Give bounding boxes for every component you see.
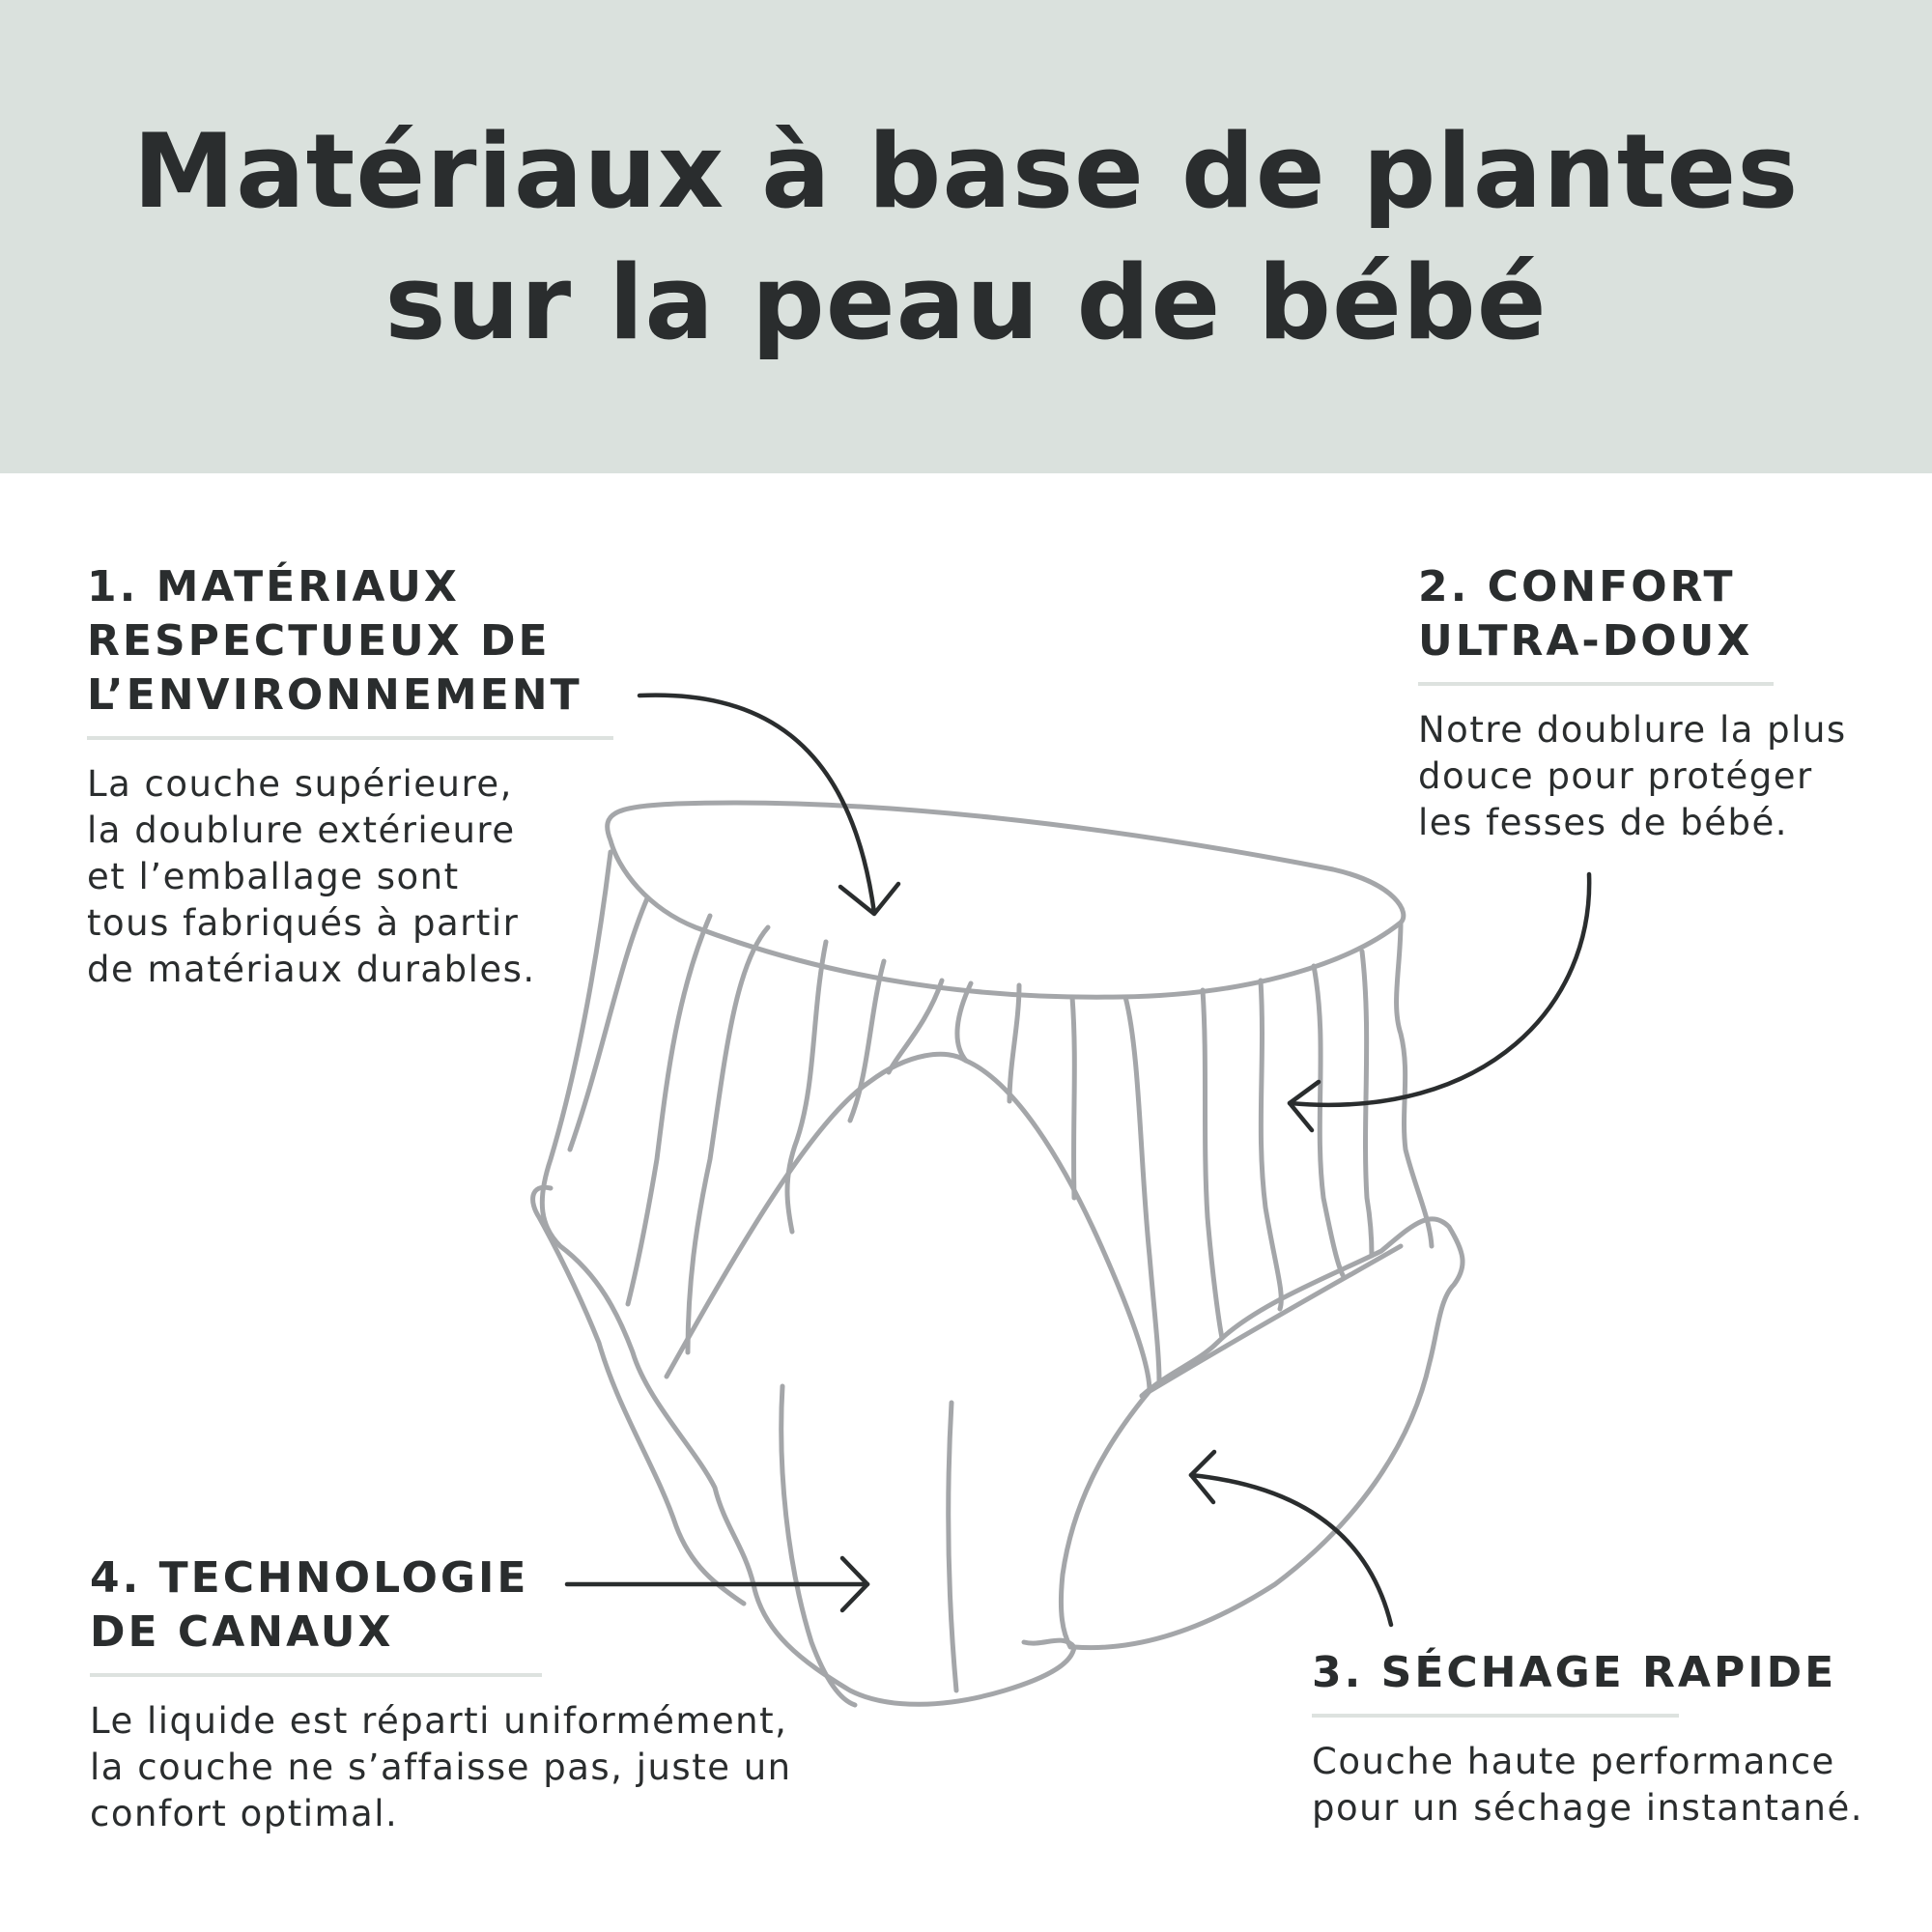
diaper-pleat — [628, 916, 710, 1304]
diaper-pleat — [1072, 997, 1074, 1198]
divider — [87, 736, 613, 740]
diaper-pleat — [1314, 966, 1343, 1275]
feature-description-line: de matériaux durables. — [87, 949, 536, 990]
feature-description-line: La couche supérieure, — [87, 763, 513, 805]
divider — [1418, 682, 1774, 686]
diaper-pleat — [1009, 985, 1019, 1101]
feature-description — [87, 761, 613, 993]
feature-heading-line: ULTRA-DOUX — [1418, 616, 1753, 666]
feature-heading-line: 2. CONFORT — [1418, 562, 1736, 611]
curved-arrow-icon — [1191, 1452, 1391, 1625]
diaper-right-side — [1397, 923, 1432, 1246]
diaper-center-line-2 — [949, 1403, 956, 1690]
diaper-pleat — [787, 942, 826, 1232]
feature-description-line: la doublure extérieure — [87, 810, 516, 851]
diaper-center-line-1 — [781, 1386, 855, 1705]
curved-arrow-icon — [1290, 874, 1589, 1130]
feature-heading-line: L’ENVIRONNEMENT — [87, 670, 582, 720]
feature-heading — [87, 560, 613, 723]
feature-ultra-soft — [1418, 560, 1847, 846]
feature-description-line: confort optimal. — [90, 1793, 399, 1834]
diaper-pleat — [1203, 990, 1222, 1338]
divider — [1312, 1714, 1679, 1718]
feature-description-line: Notre doublure la plus — [1418, 709, 1847, 751]
feature-heading-line: 1. MATÉRIAUX — [87, 562, 460, 611]
feature-description-line: Couche haute performance — [1312, 1741, 1835, 1782]
title-line-2: sur la peau de bébé — [384, 243, 1548, 362]
feature-description-line: Le liquide est réparti uniformément, — [90, 1700, 788, 1742]
feature-description-line: les fesses de bébé. — [1418, 802, 1788, 843]
feature-description — [1312, 1739, 1863, 1832]
feature-heading-line: 4. TECHNOLOGIE — [90, 1553, 529, 1603]
feature-heading — [1312, 1646, 1863, 1700]
diaper-pleat — [957, 983, 971, 1061]
feature-description-line: douce pour protéger — [1418, 755, 1813, 797]
feature-description-line: tous fabriqués à partir — [87, 902, 520, 944]
diaper-pleat — [688, 927, 768, 1352]
diaper-crotch-panel — [1061, 1391, 1150, 1647]
diaper-front-panel — [667, 1054, 1150, 1391]
feature-eco-materials — [87, 560, 613, 993]
feature-heading-line: DE CANAUX — [90, 1607, 394, 1657]
diaper-waistband — [608, 803, 1404, 997]
feature-quick-dry — [1312, 1646, 1863, 1832]
diaper-crotch-curve — [1142, 1246, 1401, 1396]
feature-description-line: et l’emballage sont — [87, 856, 460, 897]
title-line-1: Matériaux à base de plantes — [132, 112, 1800, 231]
diaper-pleat — [1261, 980, 1281, 1309]
divider — [90, 1673, 542, 1677]
feature-description — [90, 1698, 792, 1837]
diaper-pleat — [850, 961, 884, 1121]
feature-channel-tech — [90, 1551, 792, 1837]
diaper-right-flap — [1024, 1219, 1463, 1648]
feature-description-line: pour un séchage instantané. — [1312, 1787, 1864, 1829]
feature-description — [1418, 707, 1847, 846]
feature-description-line: la couche ne s’affaisse pas, juste un — [90, 1747, 792, 1788]
feature-heading-line: RESPECTUEUX DE — [87, 616, 551, 666]
feature-heading — [1418, 560, 1847, 668]
feature-heading-line: 3. SÉCHAGE RAPIDE — [1312, 1648, 1837, 1697]
feature-heading — [90, 1551, 792, 1660]
